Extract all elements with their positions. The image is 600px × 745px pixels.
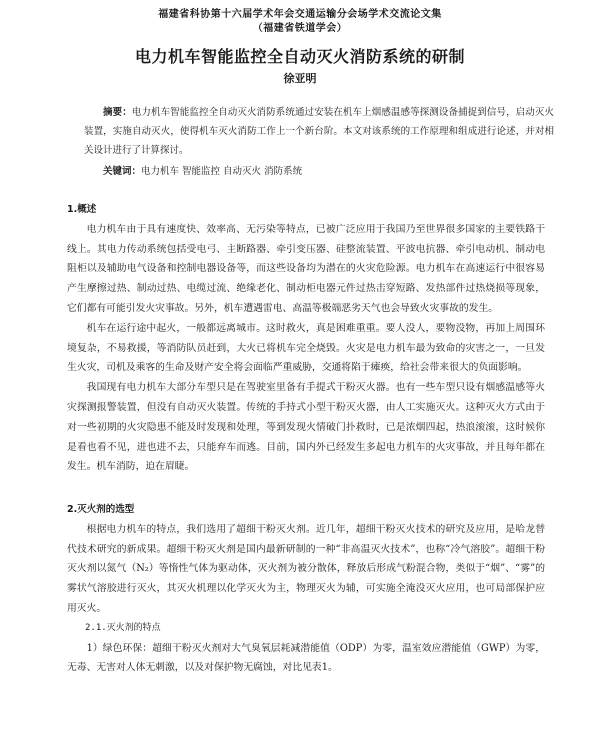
abstract <box>84 103 554 160</box>
proceedings-title: 福建省科协第十六届学术年会交通运输分会场学术交流论文集 <box>158 9 442 20</box>
abstract-text: 电力机车智能监控全自动灭火消防系统通过安装在机车上烟感温感等探测设备捕捉到信号，启动灭火装置，实施自动灭火，使得机车灭火消防工作上一个新台阶。本文对该系统的工作原理和组成进行论述，并对相关设计进行了计算探讨。 <box>84 107 554 156</box>
paper-title: 电力机车智能监控全自动灭火消防系统的研制 <box>134 47 465 66</box>
paragraph: 机车在运行途中起火，一般都远离城市。这时救火，真是困难重重。要人没人，要物没物，再加上周围环境复杂，不易救援，等消防队员赶到，大火已将机车完全烧毁。火灾是电力机车最为致命的灾害之一，一旦发生火灾，司机及乘客的生命及财产安全将会面临严重威胁，交通将陷于瘫痪，给社会带来很大的负面影响。 <box>67 322 545 374</box>
body-section-1 <box>67 200 545 477</box>
section-heading-overview: 1.概述 <box>67 204 97 215</box>
author-name: 徐亚明 <box>283 72 317 85</box>
list-item: 1）绿色环保：超细干粉灭火剂对大气臭氧层耗减潜能值（ODP）为零，温室效应潜能值（GWP）为零，无毒、无害对人体无刺激，以及对保护物无腐蚀，对比见表1。 <box>67 642 545 674</box>
subsection-heading: 2.1.灭火剂的特点 <box>85 622 161 633</box>
society-name: （福建省铁道学会） <box>252 23 348 34</box>
keywords-label: 关键词： <box>103 166 142 177</box>
proceedings-header <box>0 8 600 36</box>
section-heading-agent-selection: 2.灭火剂的选型 <box>67 504 135 515</box>
abstract-label: 摘要： <box>103 107 132 118</box>
keywords-text: 电力机车 智能监控 自动灭火 消防系统 <box>141 166 303 177</box>
paragraph: 根据电力机车的特点，我们选用了超细干粉灭火剂。近几年，超细干粉灭火技术的研究及应用，是哈龙替代技术研究的新成果。超细干粉灭火剂是国内最新研制的一种“非高温灭火技术”，也称“冷气溶胶”。超细干粉灭火剂以氮气（N₂）等惰性气体为驱动体，灭火剂为被分散体，释放后形成气粉混合物，类似于“烟”、“雾”的雾状气溶胶进行灭火，其灭火机理以化学灭火为主，物理灭火为辅，可实施全淹没灭火应用，也可局部保护应用灭火。 <box>67 523 545 614</box>
paragraph: 我国现有电力机车大部分车型只是在驾驶室里备有手提式干粉灭火器。也有一些车型只设有烟感温感等火灾探测报警装置，但没有自动灭火装置。传统的手持式小型干粉灭火器，由人工实施灭火。这种灭火方式由于对一些初期的火灾隐患不能及时发现和处理，等到发现火情破门扑救时，已是浓烟四起，热浪滚滚，这时候你是看也看不见，进也进不去，只能弃车而逃。目前，国内外已经发生多起电力机车的火灾事故，并且每年都在发生。机车消防，迫在眉睫。 <box>67 382 545 473</box>
body-section-2 <box>67 500 545 678</box>
paragraph: 电力机车由于具有速度快、效率高、无污染等特点，已被广泛应用于我国乃至世界很多国家的主要铁路干线上。其电力传动系统包括受电弓、主断路器、牵引变压器、硅整流装置、平波电抗器、牵引电动机、制动电阻柜以及辅助电气设备和控制电器设备等，而这些设备均为潜在的火灾危险源。电力机车在高速运行中很容易产生摩擦过热、制动过热、电缆过流、绝缘老化、制动柜电器元件过热击穿短路、发热部件过热烧损等现象，它们都有可能引发火灾事故。另外，机车遭遇雷电、高温等极端恶劣天气也会导致火灾事故的发生。 <box>67 223 545 314</box>
keywords <box>84 162 554 181</box>
